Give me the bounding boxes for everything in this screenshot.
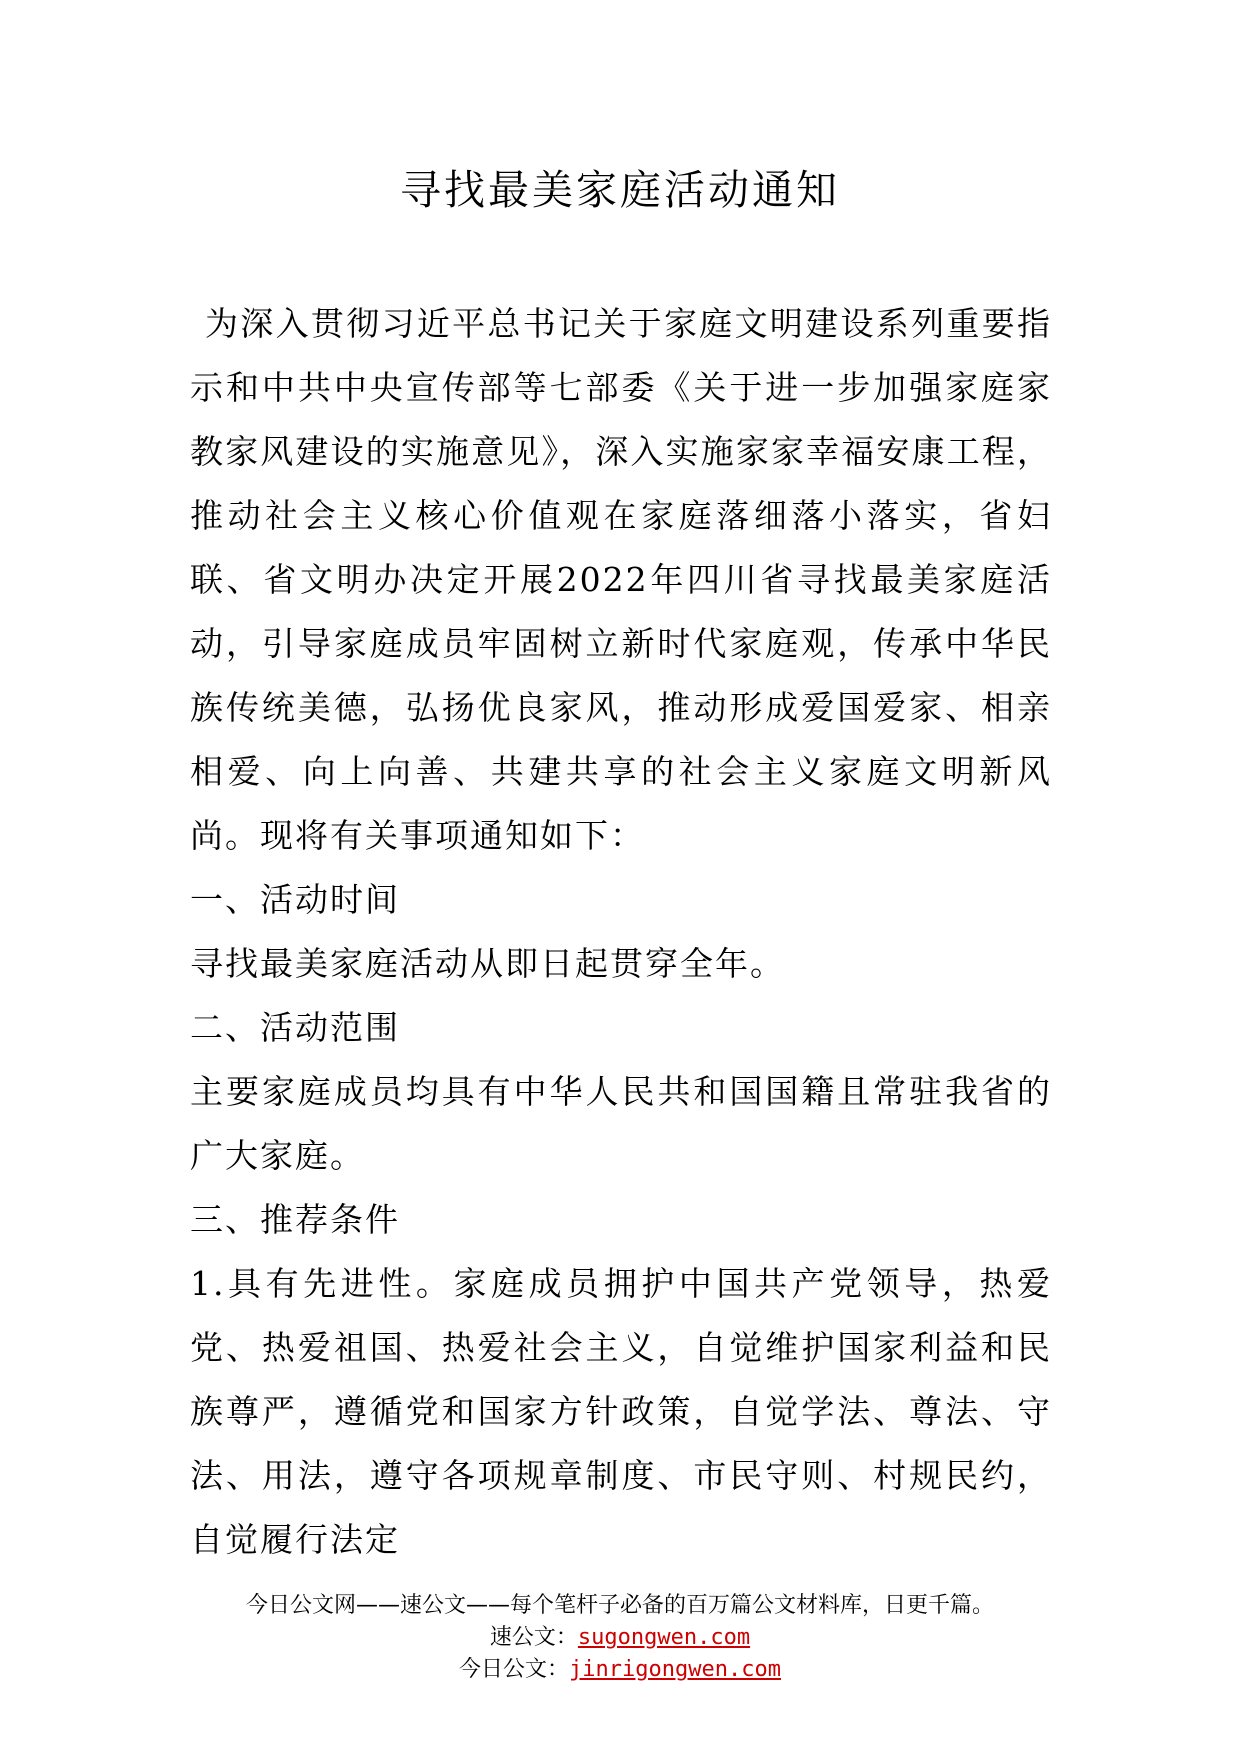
criteria-item-1: 1.具有先进性。家庭成员拥护中国共产党领导，热爱党、热爱祖国、热爱社会主义，自觉维护国家利益和民族尊严，遵循党和国家方针政策，自觉学法、尊法、守法、用法，遵守各项规章制度、市民守则、村规民约，自觉履行法定 [190,1264,1052,1559]
intro-paragraph: 为深入贯彻习近平总书记关于家庭文明建设系列重要指示和中共中央宣传部等七部委《关于进一步加强家庭家教家风建设的实施意见》，深入实施家家幸福安康工程，推动社会主义核心价值观在家庭落细落小落实，省妇联、省文明办决定开展2022年四川省寻找最美家庭活动，引导家庭成员牢固树立新时代家庭观，传承中华民族传统美德，弘扬优良家风，推动形成爱国爱家、相亲相爱、向上向善、共建共享的社会主义家庭文明新风尚。现将有关事项通知如下： [190,304,1052,855]
section-heading-activity-scope: 二、活动范围 [190,1008,400,1047]
section-heading-criteria: 三、推荐条件 [190,1200,400,1239]
activity-time-text: 寻找最美家庭活动从即日起贯穿全年。 [190,944,785,983]
activity-scope-text: 主要家庭成员均具有中华人民共和国国籍且常驻我省的广大家庭。 [190,1072,1052,1175]
footer-jinrigongwen [0,1654,1240,1686]
section-heading-activity-time: 一、活动时间 [190,880,400,919]
footer-jinrigongwen-label: 今日公文： [459,1657,570,1682]
footer-sugongwen-label: 速公文： [489,1625,578,1650]
footer-tagline: 今日公文网——速公文——每个笔杆子必备的百万篇公文材料库，日更千篇。 [245,1593,994,1618]
footer-sugongwen [0,1622,1240,1654]
document-body [190,292,1052,1572]
document-title: 寻找最美家庭活动通知 [400,166,840,214]
jinrigongwen-link[interactable]: jinrigongwen.com [569,1657,781,1682]
footer [0,1590,1240,1686]
sugongwen-link[interactable]: sugongwen.com [577,1625,751,1650]
